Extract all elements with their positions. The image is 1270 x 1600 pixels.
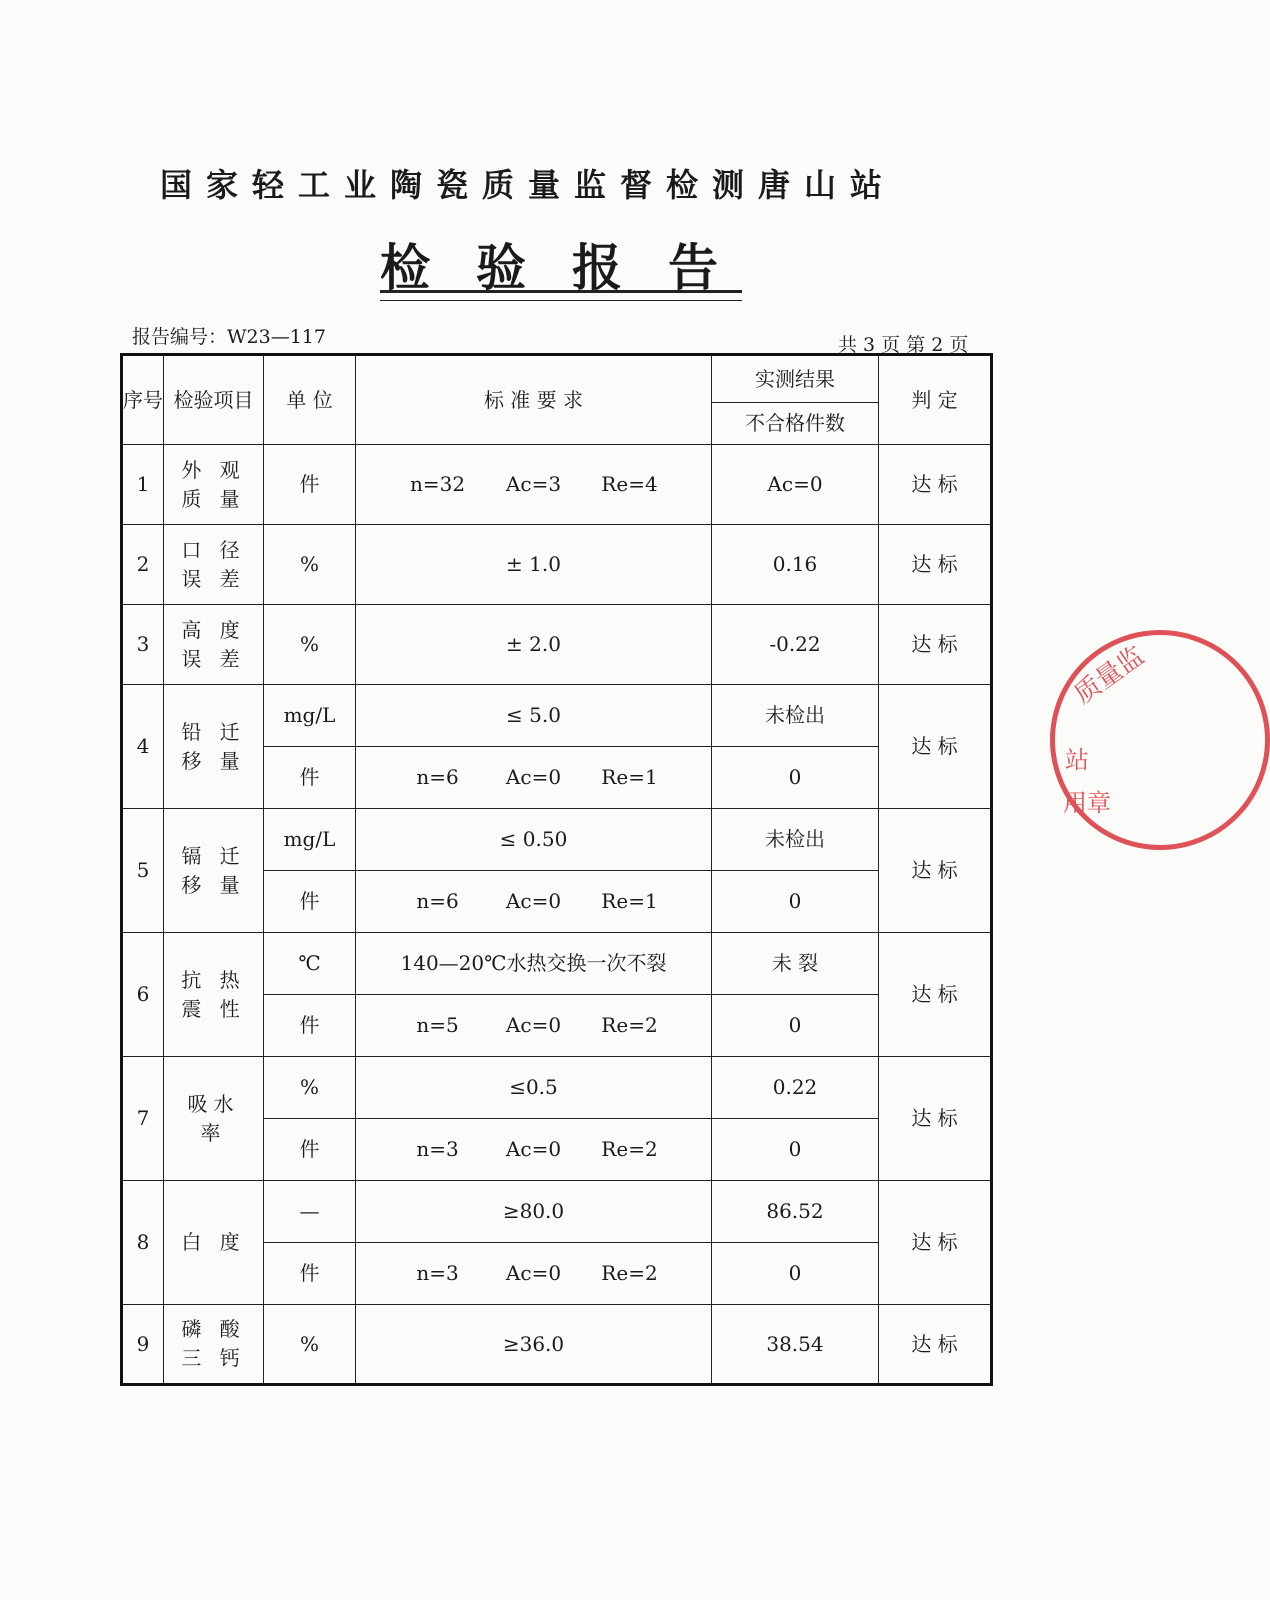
sample-plan-value: Ac=0	[505, 1261, 562, 1285]
row-judge: 达 标	[879, 605, 992, 685]
row-unit-2: 件	[264, 871, 356, 933]
row-item-label: 白 度	[181, 1230, 246, 1254]
row-result-2: 0	[712, 1243, 879, 1305]
row-unit-2: 件	[264, 1119, 356, 1181]
row-unit: —	[264, 1181, 356, 1243]
row-unit-2: 件	[264, 1243, 356, 1305]
row-seq: 7	[122, 1057, 164, 1181]
sample-plan-value: Re=2	[601, 1261, 658, 1285]
report-title: 检验报告	[380, 238, 764, 297]
sample-plan-value: Re=1	[601, 765, 658, 789]
sample-plan-value: Re=1	[601, 889, 658, 913]
row-result: 未检出	[712, 685, 879, 747]
row-item	[164, 809, 264, 933]
sample-plan-value: Ac=0	[505, 1013, 562, 1037]
row-result: 0.16	[712, 525, 879, 605]
row-judge: 达 标	[879, 933, 992, 1057]
row-judge: 达 标	[879, 1181, 992, 1305]
sample-plan-value: Re=2	[601, 1137, 658, 1161]
row-standard-2	[356, 1119, 712, 1181]
sample-plan-value: n=32	[409, 472, 466, 496]
row-unit: ℃	[264, 933, 356, 995]
row-judge: 达 标	[879, 525, 992, 605]
sample-plan-value: Re=4	[601, 472, 658, 496]
table-row	[122, 1057, 992, 1119]
page-info: 共 3 页 第 2 页	[838, 334, 969, 356]
table-row	[122, 605, 992, 685]
row-result: 未 裂	[712, 933, 879, 995]
table-row	[122, 1181, 992, 1243]
row-standard: ≤ 0.50	[356, 809, 712, 871]
row-judge: 达 标	[879, 809, 992, 933]
row-item-label: 磷 酸三 钙	[181, 1317, 246, 1370]
row-item	[164, 1181, 264, 1305]
row-standard: ± 1.0	[356, 525, 712, 605]
row-item-label: 铅 迁移 量	[181, 719, 246, 773]
row-result: -0.22	[712, 605, 879, 685]
header-defects: 不合格件数	[712, 403, 879, 445]
table-row	[122, 685, 992, 747]
row-standard-2	[356, 871, 712, 933]
row-unit-2: 件	[264, 747, 356, 809]
row-judge: 达 标	[879, 445, 992, 525]
table-row	[122, 445, 992, 525]
row-unit: %	[264, 525, 356, 605]
sample-plan-value: n=3	[416, 1261, 459, 1285]
row-standard: ≥80.0	[356, 1181, 712, 1243]
row-item-label: 抗 热震 性	[181, 967, 246, 1021]
row-unit-2: 件	[264, 995, 356, 1057]
sample-plan-value: Ac=3	[505, 472, 562, 496]
row-item-label: 口 径误 差	[181, 537, 246, 591]
row-item	[164, 933, 264, 1057]
row-standard: 140—20℃水热交换一次不裂	[356, 933, 712, 995]
row-item	[164, 685, 264, 809]
inspection-table	[120, 353, 993, 1386]
row-result: Ac=0	[712, 445, 879, 525]
row-item-label: 吸水率	[187, 1091, 240, 1145]
row-item	[164, 1057, 264, 1181]
row-item	[164, 525, 264, 605]
row-judge: 达 标	[879, 685, 992, 809]
row-result: 未检出	[712, 809, 879, 871]
official-seal	[1050, 630, 1270, 850]
sample-plan-value: Ac=0	[505, 1137, 562, 1161]
table-row	[122, 1305, 992, 1385]
row-seq: 5	[122, 809, 164, 933]
row-seq: 8	[122, 1181, 164, 1305]
row-standard-2	[356, 1243, 712, 1305]
row-item	[164, 605, 264, 685]
header-standard: 标 准 要 求	[356, 355, 712, 445]
row-standard-2	[356, 747, 712, 809]
row-item-label: 外 观质 量	[181, 457, 246, 511]
title-underline	[380, 290, 742, 301]
row-standard: ≥36.0	[356, 1305, 712, 1385]
row-unit: mg/L	[264, 685, 356, 747]
row-result-2: 0	[712, 1119, 879, 1181]
row-item	[164, 445, 264, 525]
seal-text-1: 质量监	[1068, 640, 1150, 711]
header-item: 检验项目	[164, 355, 264, 445]
row-seq: 2	[122, 525, 164, 605]
row-standard-2	[356, 995, 712, 1057]
seal-text-3: 用章	[1063, 789, 1111, 817]
sample-plan-value: Re=2	[601, 1013, 658, 1037]
row-seq: 4	[122, 685, 164, 809]
row-item	[164, 1305, 264, 1385]
row-seq: 9	[122, 1305, 164, 1385]
row-judge: 达 标	[879, 1305, 992, 1385]
row-unit: %	[264, 605, 356, 685]
sample-plan-value: n=6	[416, 889, 459, 913]
row-item-label: 高 度误 差	[181, 617, 246, 671]
row-unit: mg/L	[264, 809, 356, 871]
row-result: 86.52	[712, 1181, 879, 1243]
row-seq: 3	[122, 605, 164, 685]
table-row	[122, 809, 992, 871]
sample-plan-value: Ac=0	[505, 889, 562, 913]
row-item-label: 镉 迁移 量	[181, 843, 246, 897]
row-seq: 6	[122, 933, 164, 1057]
sample-plan-value: n=5	[416, 1013, 459, 1037]
row-standard: ± 2.0	[356, 605, 712, 685]
header-judge: 判 定	[879, 355, 992, 445]
row-standard	[356, 445, 712, 525]
row-standard: ≤ 5.0	[356, 685, 712, 747]
row-result-2: 0	[712, 747, 879, 809]
row-judge: 达 标	[879, 1057, 992, 1181]
seal-text-2: 站	[1065, 746, 1089, 774]
row-standard: ≤0.5	[356, 1057, 712, 1119]
table-row	[122, 933, 992, 995]
row-result: 0.22	[712, 1057, 879, 1119]
row-result: 38.54	[712, 1305, 879, 1385]
report-number: 报告编号：W23—117	[132, 326, 326, 348]
sample-plan-value: n=6	[416, 765, 459, 789]
table-row	[122, 525, 992, 605]
row-seq: 1	[122, 445, 164, 525]
row-unit: %	[264, 1057, 356, 1119]
header-result: 实测结果	[712, 355, 879, 403]
row-unit: %	[264, 1305, 356, 1385]
organization-title: 国家轻工业陶瓷质量监督检测唐山站	[160, 166, 897, 204]
sample-plan-value: n=3	[416, 1137, 459, 1161]
sample-plan-value: Ac=0	[505, 765, 562, 789]
header-unit: 单 位	[264, 355, 356, 445]
header-seq: 序号	[122, 355, 164, 445]
row-unit: 件	[264, 445, 356, 525]
row-result-2: 0	[712, 995, 879, 1057]
row-result-2: 0	[712, 871, 879, 933]
